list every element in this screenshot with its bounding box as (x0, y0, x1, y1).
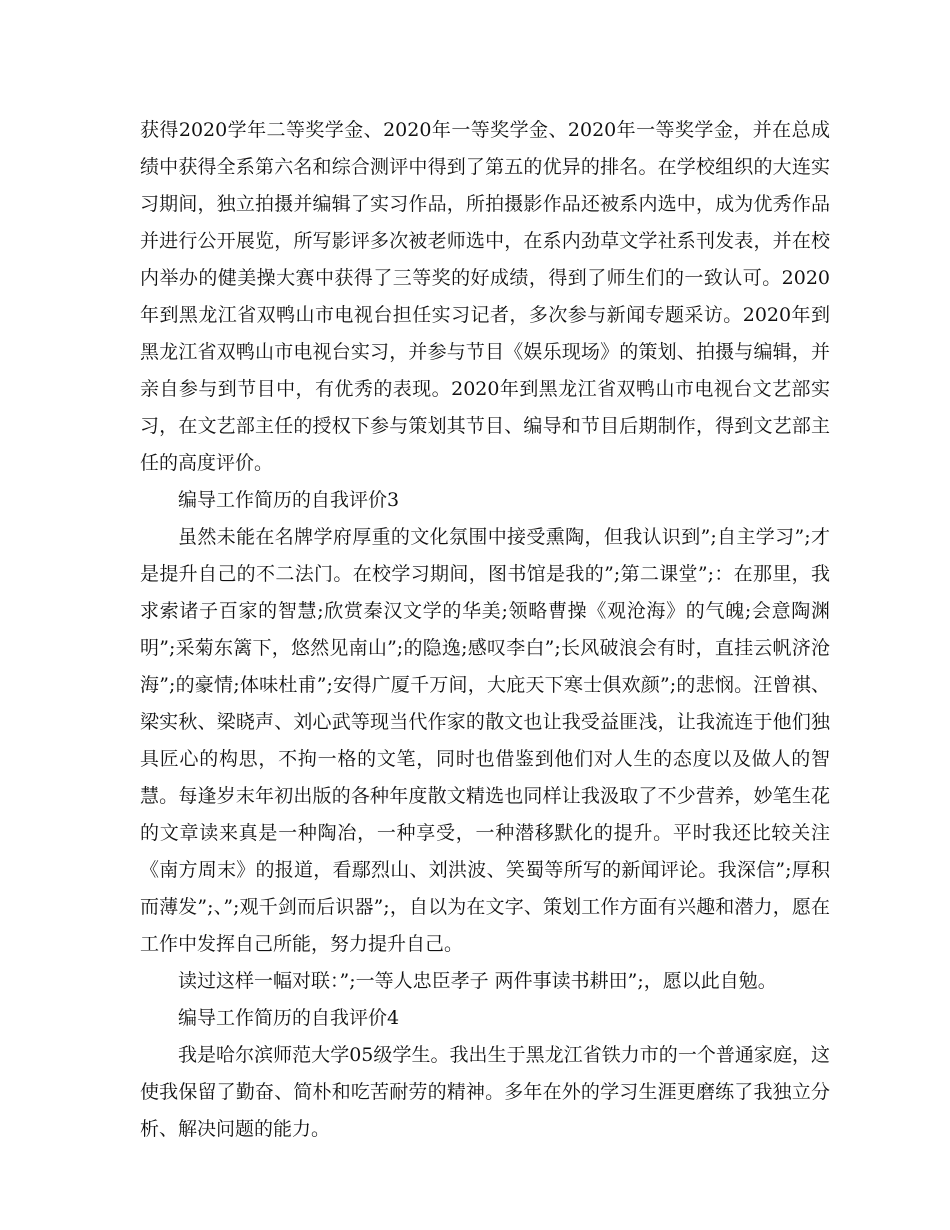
paragraph-couplet: 读过这样一幅对联：”;一等人忠臣孝子 两件事读书耕田”;，愿以此自勉。 (178, 970, 777, 992)
paragraph-self-study: 虽然未能在名牌学府厚重的文化氛围中接受熏陶，但我认识到”;自主学习”;才是提升自己的不二法门。在校学习期间，图书馆是我的”;第二课堂”;：在那里，我求索诸子百家的智慧;欣赏秦汉文学的华美;领略曹操《观沧海》的气魄;会意陶渊明”;采菊东篱下，悠然见南山”;的隐逸;感叹李白”;长风破浪会有时，直挂云帆济沧海”;的豪情;体味杜甫”;安得广厦千万间，大庇天下寒士俱欢颜”;的悲悯。汪曾祺、梁实秋、梁晓声、刘心武等现当代作家的散文也让我受益匪浅，让我流连于他们独具匠心的构思，不拘一格的文笔，同时也借鉴到他们对人生的态度以及做人的智慧。每逢岁末年初出版的各种年度散文精选也同样让我汲取了不少营养，妙笔生花的文章读来真是一种陶冶，一种享受，一种潜移默化的提升。平时我还比较关注《南方周末》的报道，看鄢烈山、刘洪波、笑蜀等所写的新闻评论。我深信”;厚积而薄发”;、”;观千剑而后识器”;，自以为在文字、策划工作方面有兴趣和潜力，愿在工作中发挥自己所能，努力提升自己。 (140, 526, 830, 955)
document-body (140, 112, 830, 1148)
section-heading-4: 编导工作简历的自我评价4 (178, 1007, 400, 1029)
paragraph-scholarships-internships: 获得2020学年二等奖学金、2020年一等奖学金、2020年一等奖学金，并在总成绩中获得全系第六名和综合测评中得到了第五的优异的排名。在学校组织的大连实习期间，独立拍摄并编辑了实习作品，所拍摄影作品还被系内选中，成为优秀作品并进行公开展览，所写影评多次被老师选中，在系内劲草文学社系刊发表，并在校内举办的健美操大赛中获得了三等奖的好成绩，得到了师生们的一致认可。2020年到黑龙江省双鸭山市电视台担任实习记者，多次参与新闻专题采访。2020年到黑龙江省双鸭山市电视台实习，并参与节目《娱乐现场》的策划、拍摄与编辑，并亲自参与到节目中，有优秀的表现。2020年到黑龙江省双鸭山市电视台文艺部实习，在文艺部主任的授权下参与策划其节目、编导和节目后期制作，得到文艺部主任的高度评价。 (140, 119, 830, 474)
section-heading-3: 编导工作简历的自我评价3 (178, 489, 400, 511)
paragraph-background: 我是哈尔滨师范大学05级学生。我出生于黑龙江省铁力市的一个普通家庭，这使我保留了勤奋、简朴和吃苦耐劳的精神。多年在外的学习生涯更磨练了我独立分析、解决问题的能力。 (140, 1044, 830, 1140)
